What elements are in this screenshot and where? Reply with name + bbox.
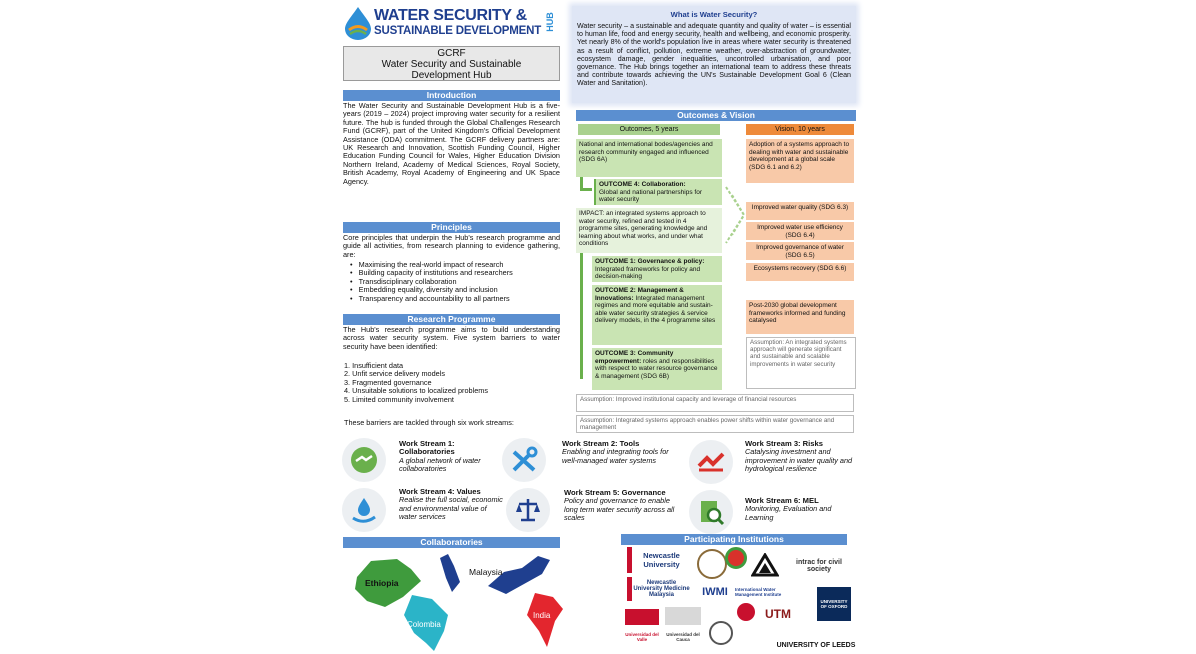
logo-seal-2 xyxy=(709,621,733,645)
hub-logo xyxy=(344,4,562,44)
outcome1-body: Integrated frameworks for policy and decision-making xyxy=(595,265,701,281)
outcomes-heading: Outcomes & Vision xyxy=(576,110,856,121)
logo-iwmi-name: International Water Management Institute xyxy=(735,587,782,597)
logo-newcastle-malaysia: Newcastle University Medicine Malaysia xyxy=(627,577,691,601)
principles-heading: Principles xyxy=(343,222,560,233)
ws6-text: Work Stream 6: MEL Monitoring, Evaluation and Learning xyxy=(745,496,832,522)
risk-icon xyxy=(695,446,727,478)
institutions-heading: Participating Institutions xyxy=(621,534,847,545)
triangle-logo-icon xyxy=(751,553,779,577)
institution-logos xyxy=(623,547,859,654)
outcomes-col-header: Outcomes, 5 years xyxy=(578,124,720,135)
title-box xyxy=(343,46,560,81)
list-item: • Transdisciplinary collaboration xyxy=(350,276,457,286)
bracket-line xyxy=(580,253,590,379)
logo-newcastle: Newcastle University xyxy=(627,547,691,573)
intro-body: The Water Security and Sustainable Development Hub is a five-years (2019 – 2024) project improving water security for a resilient future. The hub is funded through the Global Challenges Research Fund (GCRF), part of the United Kingdom's Official Development Assistance (ODA) commitment. The GCRF delivery partners are: UK Research and Innovation, Scottish Funding Council, Higher Education Funding Council for Wales, Higher Education Division Northern Ireland, Academy of Medical Sciences, Royal Society, British Academy, Royal Academy of Engineering and UK Space Agency. xyxy=(343,101,560,186)
outcome2-box xyxy=(592,285,722,345)
logo-cauca: Universidad del Cauca xyxy=(665,607,701,649)
logo-utm: UTM xyxy=(765,607,791,621)
logo-wrc xyxy=(697,549,727,579)
barriers-list xyxy=(344,362,558,404)
what-heading: What is Water Security? xyxy=(670,10,758,19)
vision-col-header: Vision, 10 years xyxy=(746,124,854,135)
logo-line1: WATER SECURITY & xyxy=(374,7,527,24)
handshake-icon xyxy=(349,445,379,475)
research-body: The Hub's research programme aims to build understanding across water security system. Five system barriers to water security have been identified: xyxy=(343,325,560,351)
list-item: 2. Unfit service delivery models xyxy=(344,369,445,379)
list-item: • Embedding equality, diversity and inclusion xyxy=(350,285,498,295)
logo-leeds: UNIVERSITY OF LEEDS xyxy=(776,641,856,649)
outcome2-title: OUTCOME 2: Management & Innovations: xyxy=(595,287,684,302)
collab-heading: Collaboratories xyxy=(343,537,560,548)
ws3-text: Work Stream 3: Risks Catalysing investment and improvement in water quality and hydrological resilience xyxy=(745,439,853,474)
outcome1-box xyxy=(592,256,722,282)
vision-efficiency: Improved water use efficiency (SDG 6.4) xyxy=(746,222,854,240)
magnifier-icon xyxy=(696,497,726,527)
principles-list xyxy=(350,261,560,303)
title-line3: Development Hub xyxy=(411,70,492,81)
water-drop-logo-icon xyxy=(344,6,372,40)
vision-water-quality: Improved water quality (SDG 6.3) xyxy=(746,202,854,220)
logo-valle: Universidad del Valle xyxy=(625,609,659,649)
outcome4-title: OUTCOME 4: Collaboration: xyxy=(599,181,686,188)
chevron-arrows-icon xyxy=(724,185,746,245)
logo-iwmi: IWMI xyxy=(702,586,728,598)
vision-post2030: Post-2030 global development frameworks informed and funding catalysed xyxy=(746,300,854,334)
vision-ecosystems: Ecosystems recovery (SDG 6.6) xyxy=(746,263,854,281)
impact-box: IMPACT: an integrated systems approach to water security, refined and tested in 4 programme sites, generating knowledge and learning about what works, and under what conditions xyxy=(576,208,722,253)
ws6-icon xyxy=(689,490,733,534)
vision-governance: Improved governance of water (SDG 6.5) xyxy=(746,242,854,260)
assumption-right: Assumption: An integrated systems approach will generate significant and sustainable and scalable improvements in water security xyxy=(746,337,856,389)
logo-line2: SUSTAINABLE DEVELOPMENT xyxy=(374,25,542,37)
logo-triangle xyxy=(751,553,779,577)
ws2-icon xyxy=(502,438,546,482)
principles-body: Core principles that underpin the Hub's research programme and guide all activities, from research planning to evidence gathering, are: xyxy=(343,233,560,259)
assumption-2: Assumption: Integrated systems approach enables power shifts within water governance and management xyxy=(576,415,854,433)
outcome2-body: Integrated management regimes and more equitable and sustain-able water security strategies & service delivery models, in the 4 programme sites xyxy=(595,294,716,325)
outcome1-title: OUTCOME 1: Governance & policy: xyxy=(595,258,705,265)
logo-oxford: UNIVERSITY OF OXFORD xyxy=(817,587,851,621)
national-box: National and international bodes/agencies and research community engaged and influenced (SDG 6A) xyxy=(576,139,722,177)
logo-intrac: intrac for civil society xyxy=(796,559,842,573)
title-line1: GCRF xyxy=(437,48,466,59)
country-label-india: India xyxy=(533,611,551,620)
ws4-text: Work Stream 4: Values Realise the full social, economic and environmental value of water services xyxy=(399,487,503,522)
what-box xyxy=(572,6,856,103)
scales-icon xyxy=(513,495,543,525)
list-item: 4. Unsuitable solutions to localized problems xyxy=(344,386,488,396)
outcome3-title: OUTCOME 3: Community empowerment: xyxy=(595,350,674,365)
logo-seal-3 xyxy=(737,603,755,621)
assumption-1: Assumption: Improved institutional capacity and leverage of financial resources xyxy=(576,394,854,412)
ws5-text: Work Stream 5: Governance Policy and governance to enable long term water security across all scales xyxy=(564,488,675,523)
ws1-icon xyxy=(342,438,386,482)
collab-maps xyxy=(343,549,568,654)
what-body: Water security – a sustainable and adequate quantity and quality of water – is essential to human life, food and energy security, health and wellbeing, and economic prosperity. Yet nearly 8% of the world's population live in areas where water security is threatened as a result of conflict, pollution, extreme weather, over-abstraction of groundwater, ecosystem damage, gender inequalities, uncontrolled urbanisation, and poor governance. The Hub brings together an international team to address these threats and contribute towards achieving the UN's Sustainable Development Goal 6 (Clean Water and Sanitation). xyxy=(577,22,851,88)
outcome3-body: roles and responsibilities with respect to water resource governance & management (SDG 6B) xyxy=(595,357,718,380)
logo-side: HUB xyxy=(544,12,555,32)
list-item: • Transparency and accountability to all partners xyxy=(350,293,510,303)
outcome3-box xyxy=(592,348,722,390)
country-label-ethiopia: Ethiopia xyxy=(365,578,399,588)
list-item: 5. Limited community involvement xyxy=(344,394,454,404)
list-item: 3. Fragmented governance xyxy=(344,377,432,387)
list-item: • Building capacity of institutions and researchers xyxy=(350,268,513,278)
ws1-text: Work Stream 1: Collaboratories A global network of water collaboratories xyxy=(399,439,481,474)
research-tail: These barriers are tackled through six work streams: xyxy=(344,418,514,427)
outcome4-body: Global and national partnerships for water security xyxy=(599,188,702,204)
water-hand-icon xyxy=(349,495,379,525)
ws5-icon xyxy=(506,488,550,532)
research-heading: Research Programme xyxy=(343,314,560,325)
arrow-connector xyxy=(580,177,592,191)
list-item: • Maximising the real-world impact of research xyxy=(350,260,504,269)
outcome4-box xyxy=(594,179,722,205)
country-label-malaysia: Malaysia xyxy=(469,567,503,577)
vision-adopt-box: Adoption of a systems approach to dealing with water and sustainable development at a global scale (SDG 6.1 and 6.2) xyxy=(746,139,854,183)
poster xyxy=(340,0,862,654)
india-map-icon xyxy=(525,591,565,649)
country-label-colombia: Colombia xyxy=(407,620,441,629)
list-item: 1. Insufficient data xyxy=(344,361,404,370)
title-line2: Water Security and Sustainable xyxy=(381,59,522,70)
ws3-icon xyxy=(689,440,733,484)
ws4-icon xyxy=(342,488,386,532)
logo-seal-1 xyxy=(725,547,747,569)
ws2-text: Work Stream 2: Tools Enabling and integrating tools for well-managed water systems xyxy=(562,439,669,465)
intro-heading: Introduction xyxy=(343,90,560,101)
tools-icon xyxy=(508,444,540,476)
